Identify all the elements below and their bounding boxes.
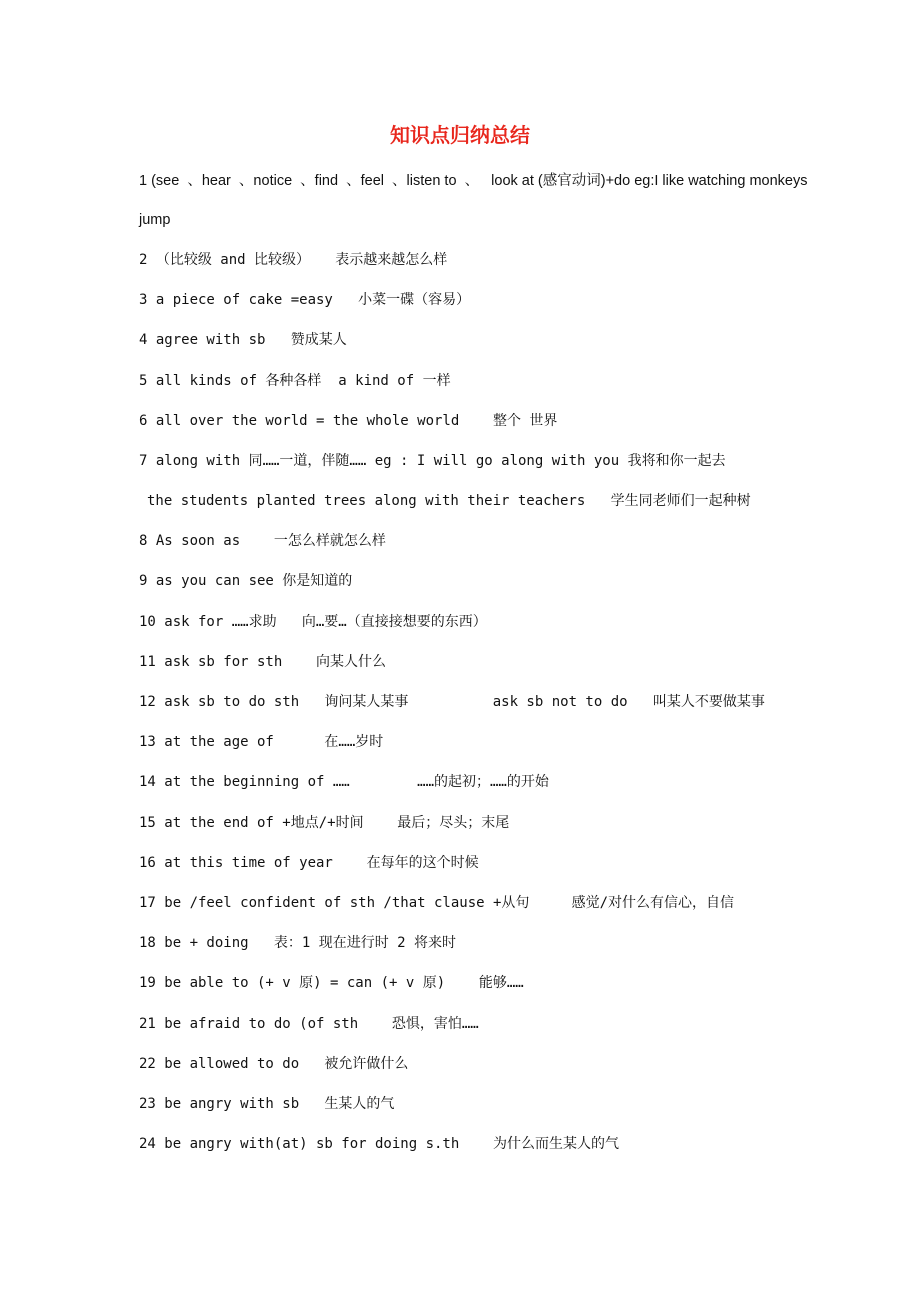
list-item-17: 17 be /feel confident of sth /that clause +从句 感觉/对什么有信心，自信 <box>139 895 735 911</box>
page-title: 知识点归纳总结 <box>390 123 530 147</box>
list-item-5: 5 all kinds of 各种各样 a kind of 一样 <box>139 373 451 389</box>
list-item-3: 3 a piece of cake =easy 小菜一碟（容易） <box>139 292 471 308</box>
list-item-16: 16 at this time of year 在每年的这个时候 <box>139 855 479 871</box>
list-item-21: 21 be afraid to do (of sth 恐惧，害怕…… <box>139 1016 479 1032</box>
list-item-12: 12 ask sb to do sth 询问某人某事 ask sb not to do 叫某人不要做某事 <box>139 694 765 710</box>
list-item-18: 18 be + doing 表：1 现在进行时 2 将来时 <box>139 935 457 951</box>
list-item-23: 23 be angry with sb 生某人的气 <box>139 1096 395 1112</box>
list-item-14: 14 at the beginning of …… ……的起初；……的开始 <box>139 774 549 790</box>
list-item-4: 4 agree with sb 赞成某人 <box>139 332 347 348</box>
list-item-10: 10 ask for ……求助 向…要…（直接接想要的东西） <box>139 614 487 630</box>
list-item-11: 11 ask sb for sth 向某人什么 <box>139 654 387 670</box>
list-item-2: 2 （比较级 and 比较级） 表示越来越怎么样 <box>139 252 448 268</box>
list-item-22: 22 be allowed to do 被允许做什么 <box>139 1056 409 1072</box>
list-item-1-part-2: jump <box>139 212 171 228</box>
list-item-8: 8 As soon as 一怎么样就怎么样 <box>139 533 386 549</box>
list-item-7-part-2: the students planted trees along with their teachers 学生同老师们一起种树 <box>147 493 751 509</box>
list-item-7-part-1: 7 along with 同……一道，伴随…… eg : I will go along with you 我将和你一起去 <box>139 453 726 469</box>
list-item-1-part-1: 1 (see 、hear 、notice 、find 、feel 、listen to 、 look at (感官动词)+do eg:I like watching monkeys <box>139 173 808 189</box>
list-item-13: 13 at the age of 在……岁时 <box>139 734 384 750</box>
list-item-19: 19 be able to (+ v 原) = can (+ v 原) 能够…… <box>139 975 524 991</box>
list-item-6: 6 all over the world = the whole world 整个 世界 <box>139 413 558 429</box>
list-item-9: 9 as you can see 你是知道的 <box>139 573 353 589</box>
list-item-15: 15 at the end of +地点/+时间 最后；尽头；末尾 <box>139 815 510 831</box>
list-item-24: 24 be angry with(at) sb for doing s.th 为什么而生某人的气 <box>139 1136 620 1152</box>
